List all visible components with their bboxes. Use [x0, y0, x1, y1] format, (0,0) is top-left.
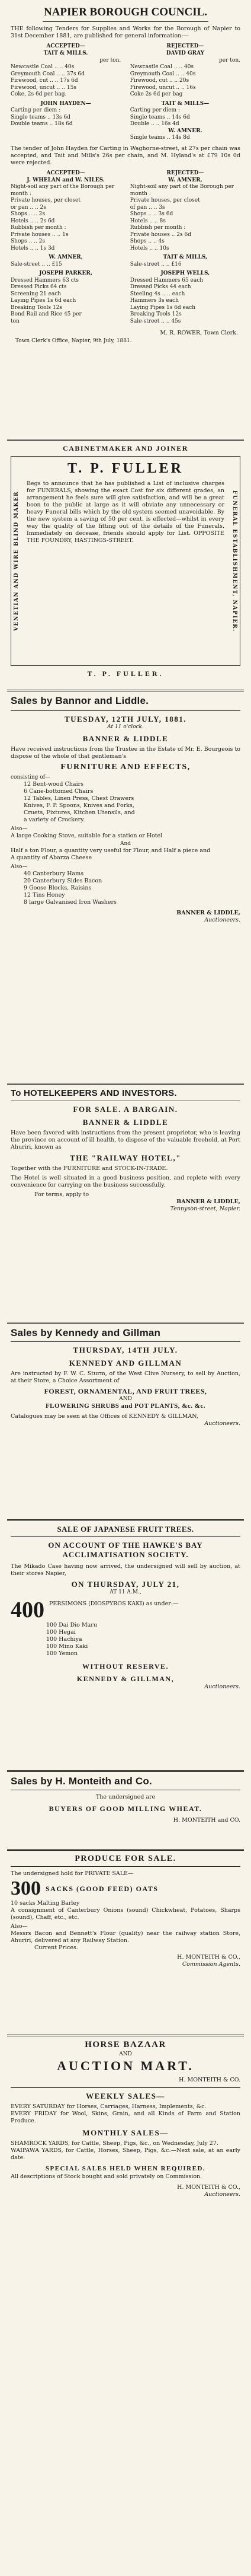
flour-text: Half a ton Flour, a quantity very useful for Flour, and Half a piece and [11, 847, 211, 854]
kennedy-header: Sales by Kennedy and Gillman [11, 1327, 161, 1338]
hotel-name: THE "RAILWAY HOTEL," [70, 1153, 181, 1162]
banner-liddle-sale [7, 691, 244, 1083]
monteith-wheat [7, 1772, 244, 1849]
horse-header: HORSE BAZAAR [85, 2040, 166, 2049]
firm-name: BANNER & LIDDLE [82, 734, 169, 743]
hotel-signature: BANNER & LIDDLE, [176, 1198, 240, 1205]
list-item: a variety of Crockery. [24, 817, 85, 823]
notice-intro: THE following Tenders for Supplies and Works for the Borough of Napier to 31st December 1881, are published for general information:— [11, 25, 240, 39]
japanese-fruit-sale [7, 1521, 244, 1770]
list-item: 8 large Galvanised Iron Washers [24, 899, 117, 906]
carting-rejected: TAIT & MILLS— Carting per diem : Single teams .. 14s 6d Double .. .. 16s 4d W. AMNER. Single teams .. 14s 8d [130, 100, 210, 141]
japanese-header: SALE OF JAPANESE FRUIT TREES. [57, 1525, 194, 1534]
intro-text: Have received instructions from the Trustee in the Estate of Mr. E. Bourgeois to dispose of the whole of that gentleman's [11, 746, 240, 760]
monteith-caps: BUYERS OF GOOD MILLING WHEAT. [49, 1805, 202, 1813]
persimmon-list [11, 1622, 240, 1657]
provisions-list [11, 871, 240, 906]
kennedy-gillman-sale [7, 1324, 244, 1519]
list-item: 40 Canterbury Hams [24, 871, 84, 877]
monteith-header: Sales by H. Monteith and Co. [11, 1775, 152, 1787]
town-clerk-office: Town Clerk's Office, Napier, 9th July, 1881. [15, 338, 132, 344]
metal-accepted: JOSEPH PARKER, Dressed Hammers 63 cts Dressed Picks 64 cts Screening 21 each Laying Pipes 1s 6d each Breaking Tools 12s Bond Rail and Rice 45 per ton [11, 270, 92, 324]
kennedy-caps: FOREST, ORNAMENTAL, AND FRUIT TREES, [44, 1387, 207, 1395]
kennedy-and: AND [119, 1396, 132, 1402]
accepted-label: ACCEPTED— [46, 43, 85, 49]
barley-text: 10 sacks Malting Barley [11, 1900, 80, 1907]
without-reserve: WITHOUT RESERVE. [82, 1662, 169, 1670]
rejected-label-2: REJECTED— [166, 170, 204, 176]
nightsoil-accepted: J. WHELAN and W. NILES. Night-soil any part of the Borough per month : Private houses, per closet or pan .. .. 2s Shops .. .. 2s Hotels .. .. 2s 6d Rubbish per month : Private houses .. .. 1s Shops .. .. 2s Hotels .. .. 1s 3d [11, 177, 115, 251]
list-item: 9 Goose Blocks, Raisins [24, 885, 92, 891]
list-item: 100 Yemon [46, 1650, 78, 1657]
consisting-label: consisting of— [11, 774, 51, 780]
fuller-advert [7, 441, 244, 690]
furniture-caps: FURNITURE AND EFFECTS, [60, 763, 191, 771]
also-label-2: Also— [11, 864, 28, 870]
quantity-300: 300 [11, 1877, 41, 1899]
hotel-text: Have been favored with instructions from the present proprietor, who is leaving the province on account of ill health, to dispose of the valuable freehold, at Port Ahuriri, known as [11, 1130, 240, 1150]
and-label: And [120, 841, 131, 847]
sale-street-rejected: TAIT & MILLS, Sale-street .. .. £16 [130, 254, 208, 267]
sale-date: TUESDAY, 12TH JULY, 1881. [64, 715, 187, 723]
special-text: All descriptions of Stock bought and sold privately on Commission. [11, 2173, 202, 2180]
monteith-text: The undersigned are [95, 1794, 156, 1800]
notice-title: NAPIER BOROUGH COUNCIL. [43, 6, 208, 18]
oats-text: SACKS (GOOD FEED) OATS [46, 1884, 159, 1893]
weekly-text-2: EVERY FRIDAY for Wool, Skins, Grain, and all Kinds of Farm and Station Produce. [11, 2110, 240, 2124]
sale-time: At 11 o'clock. [107, 724, 144, 730]
produce-header: PRODUCE FOR SALE. [75, 1854, 176, 1863]
list-item: 12 Bent-wood Chairs [24, 781, 84, 788]
kennedy-text: Are instructed by F. W. C. Sturm, of the West Clive Nursery, to sell by Auction, at their Store, a Choice Assortment of [11, 1370, 240, 1384]
accepted-label-2: ACCEPTED— [46, 170, 85, 176]
auctioneers-label: Auctioneers. [204, 917, 240, 923]
fuller-body: Begs to announce that he has published a List of inclusive charges for FUNERALS, showing the exact Cost for six different grades, an arrangement he feels sure will give satisfaction, and will be a great boon to the public at large as it will obviate any unnecessary or heavy Funeral bills which by the old system seemed unavoidable. By the new system a saving of 50 per cent. is effected—whilst in every way the quality of the fitting out of the details of the Funerals. Immediately on decease, friends should apply for List. OPPOSITE THE FOUNDRY, HASTINGS-STREET. [27, 480, 224, 544]
list-item: 100 Dai Dio Maru [46, 1622, 97, 1628]
hotel-text-3: The Hotel is well situated in a good business position, and replete with every convenience for carrying on the business successfully. [11, 1175, 240, 1188]
quantity-400: 400 [11, 1598, 44, 1622]
banner-liddle-signature: BANNER & LIDDLE, [176, 910, 240, 916]
fuller-footer: T. P. FULLER. [87, 669, 164, 678]
hotel-firm: BANNER & LIDDLE [82, 1118, 169, 1127]
list-item: 100 Mino Kaki [46, 1643, 88, 1650]
horse-bazaar [7, 2036, 244, 2368]
hotel-text-4: For terms, apply to [34, 1191, 89, 1198]
hotel-header: To HOTELKEEPERS AND INVESTORS. [11, 1088, 177, 1098]
produce-sale [7, 1851, 244, 2035]
banner-liddle-header: Sales by Bannor and Liddle. [11, 695, 149, 706]
horse-auctioneers: Auctioneers. [204, 2191, 240, 2198]
produce-signature: H. MONTEITH & CO., [177, 1954, 240, 1960]
list-item: 12 Tins Honey [24, 892, 65, 898]
list-item: 12 Tables, Linen Press, Chest Drawers [24, 795, 134, 802]
sale-street-accepted: W. AMNER, Sale-street .. .. £15 [11, 254, 83, 267]
kennedy-auctioneers: Auctioneers. [204, 1420, 240, 1427]
weekly-sales: WEEKLY SALES— [86, 2092, 165, 2100]
tender-note: The tender of John Hayden for Carting in Waghorne-street, at 27s per chain was accepted, and Tait and Mills's 26s per chain, and M. Hyland's at £79 10s 0d were rejected. [11, 145, 240, 166]
japanese-auctioneers: Auctioneers. [204, 1684, 240, 1690]
metal-rejected: JOSEPH WELLS, Dressed Hammers 65 each Dressed Picks 44 each Steeling 4s .. .. each Hammers 3s each Laying Pipes 1s 6d each Breaking Tools 12s Sale-street .. .. 45s [130, 270, 210, 324]
town-clerk-signoff: M. R. ROWER, Town Clerk. [160, 330, 238, 336]
fuller-top-label: CABINETMAKER AND JOINER [63, 444, 188, 452]
coal-accepted: TAIT & MILLS. per ton. Newcastle Coal .. .. 40s Greymouth Coal .. .. 37s 6d Firewood, cut .. .. 17s 6d Firewood, uncut .. .. 15s Coke, 2s 6d per bag. [11, 50, 121, 97]
japanese-text: The Mikado Case having now arrived, the undersigned will sell by auction, at their stores Napier, [11, 1563, 240, 1577]
monthly-text-2: WAIPAWA YARDS, for Cattle, Horses, Sheep, Pigs, &c.—Next sale, at an early date. [11, 2147, 240, 2161]
hotel-sale [7, 1085, 244, 1322]
hotel-text-2: Together with the FURNITURE and STOCK-IN-TRADE. [11, 1165, 168, 1172]
list-item: Cruets, Fixtures, Kitchen Utensils, and [24, 809, 135, 816]
list-item: Knives, F. P. Spoons, Knives and Forks, [24, 802, 134, 809]
carting-accepted: JOHN HAYDEN— Carting per diem : Single teams .. 13s 6d Double teams .. 18s 6d [11, 100, 91, 127]
rejected-label: REJECTED— [166, 43, 204, 49]
persimmons-text: PERSIMONS (DIOSPYROS KAKI) as under:— [49, 1601, 179, 1607]
hotel-address: Tennyson-street, Napier. [170, 1206, 240, 1212]
japanese-firm: KENNEDY & GILLMAN, [76, 1675, 175, 1683]
hotel-sub: FOR SALE. A BARGAIN. [73, 1105, 178, 1114]
onions-text: A consignment of Canterbury Onions (sound) Chickwheat, Potatoes, Sharps (sound), Chaff, etc., etc. [11, 1907, 240, 1921]
prices-text: Current Prices. [34, 1944, 78, 1951]
japanese-time: AT 11 A.M., [110, 1589, 141, 1595]
also-label: Also— [11, 826, 28, 832]
nightsoil-rejected: W. AMNER, Night-soil any part of the Borough per month : Private houses, per closet of pan .. .. 3s Shops .. .. 3s 6d Hotels .. .. 8s Rubbish per month : Private houses .. 2s 6d Shops .. .. 4s Hotels .. .. 10s [130, 177, 234, 251]
kennedy-date: THURSDAY, 14TH JULY. [73, 1346, 178, 1354]
horse-and: AND [119, 2051, 132, 2057]
also-text: A large Cooking Stove, suitable for a station or Hotel [11, 833, 163, 839]
monthly-sales: MONTHLY SALES— [82, 2128, 169, 2137]
monthly-text: SHAMROCK YARDS, for Cattle, Sheep, Pigs, &c., on Wednesday, July 27. [11, 2140, 218, 2147]
auction-mart: AUCTION MART. [57, 2058, 194, 2073]
list-item: 6 Cane-bottomed Chairs [24, 788, 94, 795]
produce-text: The undersigned hold for PRIVATE SALE— [11, 1870, 134, 1877]
flour-text: Messrs Bacon and Bennett's Flour (quality) near the railway station Store, Ahuriri, delivered at any Railway Station. [11, 1930, 240, 1944]
fuller-left-side: VENETIAN AND WIRE BLIND MAKER [14, 490, 20, 632]
special-sales: SPECIAL SALES HELD WHEN REQUIRED. [45, 2165, 206, 2172]
napier-council-notice [7, 2, 244, 435]
list-item: 20 Canterbury Sides Bacon [24, 878, 102, 884]
weekly-text: EVERY SATURDAY for Horses, Carriages, Harness, Implements, &c. [11, 2103, 207, 2110]
list-item: 100 Hegai [46, 1629, 76, 1635]
fuller-initials: T. P. FULLER [67, 461, 184, 476]
list-item: 100 Hachiya [46, 1636, 82, 1643]
kennedy-catalogues: Catalogues may be seen at the Offices of KENNEDY & GILLMAN, [11, 1413, 198, 1420]
monteith-signature: H. MONTEITH and CO. [173, 1817, 240, 1823]
horse-signature-2: H. MONTEITH & CO., [177, 2184, 240, 2191]
furniture-list [11, 781, 240, 824]
japanese-account: ON ACCOUNT OF THE HAWKE'S BAY ACCLIMATISATION SOCIETY. [48, 1541, 203, 1559]
fuller-right-side: FUNERAL ESTABLISHMENT, NAPIER. [231, 490, 237, 632]
kennedy-firm: KENNEDY AND GILLMAN [69, 1359, 182, 1367]
horse-signature: H. MONTEITH & CO. [179, 2077, 240, 2083]
coal-rejected: DAVID GRAY per ton. Newcastle Coal .. .. 40s Greymouth Coal .. .. 40s Firewood, cut .. .. 20s Firewood, uncut .. .. 16s Coke 2s 6d per bag [130, 50, 240, 97]
kennedy-caps-2: FLOWERING SHRUBS and POT PLANTS, &c. &c. [45, 1402, 206, 1410]
cheese-text: A quantity of Abarza Cheese [11, 855, 92, 861]
japanese-date: ON THURSDAY, JULY 21, [71, 1580, 180, 1589]
commission-agents: Commission Agents. [182, 1961, 240, 1968]
produce-also: Also— [11, 1924, 28, 1930]
